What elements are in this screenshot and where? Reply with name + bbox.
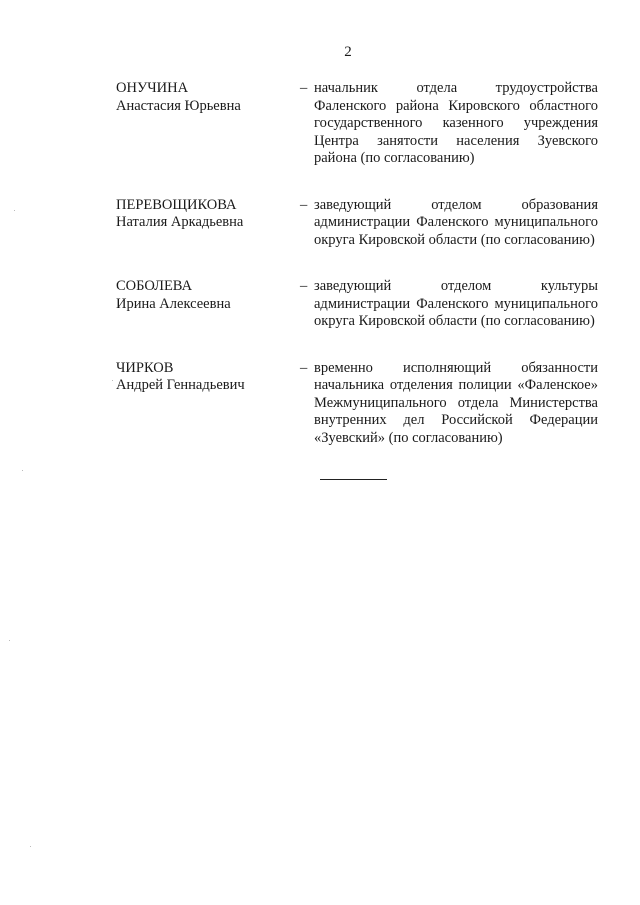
member-entry-chirkov [116,360,598,448]
scan-speck [30,846,31,847]
scan-speck [22,470,23,471]
member-entry-onuchina [116,80,598,168]
member-name [116,278,300,313]
member-surname: ЧИРКОВ [116,359,174,376]
member-name [116,80,300,115]
scan-speck [9,640,10,641]
member-position: начальник отдела трудоустройства Фаленского района Кировского областного государственного казенного учреждения Центра занятости населения Зуевского района (по согласованию) [314,80,598,166]
member-given-names: Анастасия Юрьевна [116,97,241,114]
member-given-names: Наталия Аркадьевна [116,214,244,230]
member-given-names: Ирина Алексеевна [116,295,231,312]
page-number: 2 [344,44,352,60]
member-surname: ОНУЧИНА [116,80,189,96]
member-surname: СОБОЛЕВА [116,278,193,294]
scan-speck [14,210,15,211]
member-list [116,80,598,476]
member-position: заведующий отделом культуры администрации Фаленского муниципального округа Кировской области (по согласованию) [314,278,598,329]
member-name [116,360,300,395]
entry-dash: – [300,80,308,96]
member-position: временно исполняющий обязанности начальника отделения полиции «Фаленское» Межмуниципального отдела Министерства внутренних дел Российской Федерации «Зуевский» (по согласованию) [314,359,598,446]
member-position: заведующий отделом образования администрации Фаленского муниципального округа Кировской области (по согласованию) [314,196,598,248]
member-entry-soboleva [116,278,598,331]
entry-dash: – [300,278,308,294]
member-given-names: Андрей Геннадьевич [116,377,245,393]
end-rule [320,479,387,480]
member-entry-perevoshchikova [116,197,598,250]
entry-dash: – [300,196,308,213]
member-name [116,197,300,232]
scan-speck [112,380,113,381]
member-surname: ПЕРЕВОЩИКОВА [116,196,237,213]
entry-dash: – [300,359,308,376]
